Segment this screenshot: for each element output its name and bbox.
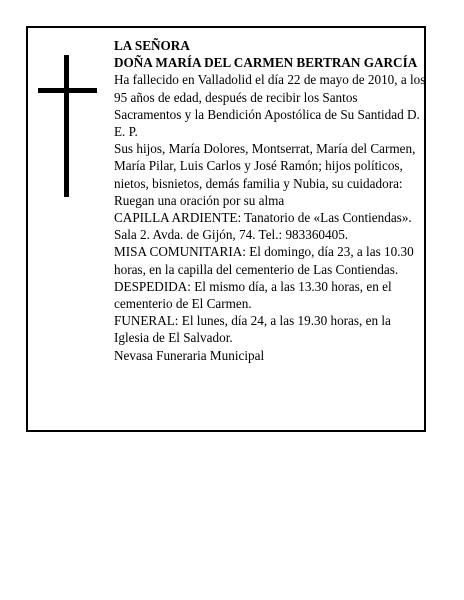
mass-info: MISA COMUNITARIA: El domingo, día 23, a las 10.30 horas, en la capilla del cementerio de Las Contiendas. (114, 244, 414, 277)
funeral-info: FUNERAL: El lunes, día 24, a las 19.30 horas, en la Iglesia de El Salvador. (114, 313, 391, 346)
family-list: Sus hijos, María Dolores, Montserrat, María del Carmen, María Pilar, Luis Carlos y José Ramón; hijos políticos, nietos, bisnietos, demás familia y Nubia, su cuidadora: (114, 141, 416, 191)
deceased-name: DOÑA MARÍA DEL CARMEN BERTRAN GARCÍA (114, 55, 418, 71)
heading-title: LA SEÑORA (114, 38, 190, 53)
funeral-home: Nevasa Funeraria Municipal (114, 347, 265, 363)
cross-vertical-bar (64, 55, 69, 197)
prayer-request: Ruegan una oración por su alma (114, 192, 285, 208)
obituary-text (114, 37, 426, 364)
farewell-info: DESPEDIDA: El mismo día, a las 13.30 horas, en el cementerio de El Carmen. (114, 278, 392, 312)
cross-horizontal-bar (38, 88, 97, 93)
chapel-info: CAPILLA ARDIENTE: Tanatorio de «Las Contiendas». Sala 2. Avda. de Gijón, 74. Tel.: 983360405. (114, 210, 412, 243)
death-announcement: Ha fallecido en Valladolid el día 22 de mayo de 2010, a los 95 años de edad, después de recibir los Santos Sacramentos y la Bendición Apostólica de Su Santidad D. E. P. (114, 72, 426, 140)
cross-icon (38, 55, 97, 197)
